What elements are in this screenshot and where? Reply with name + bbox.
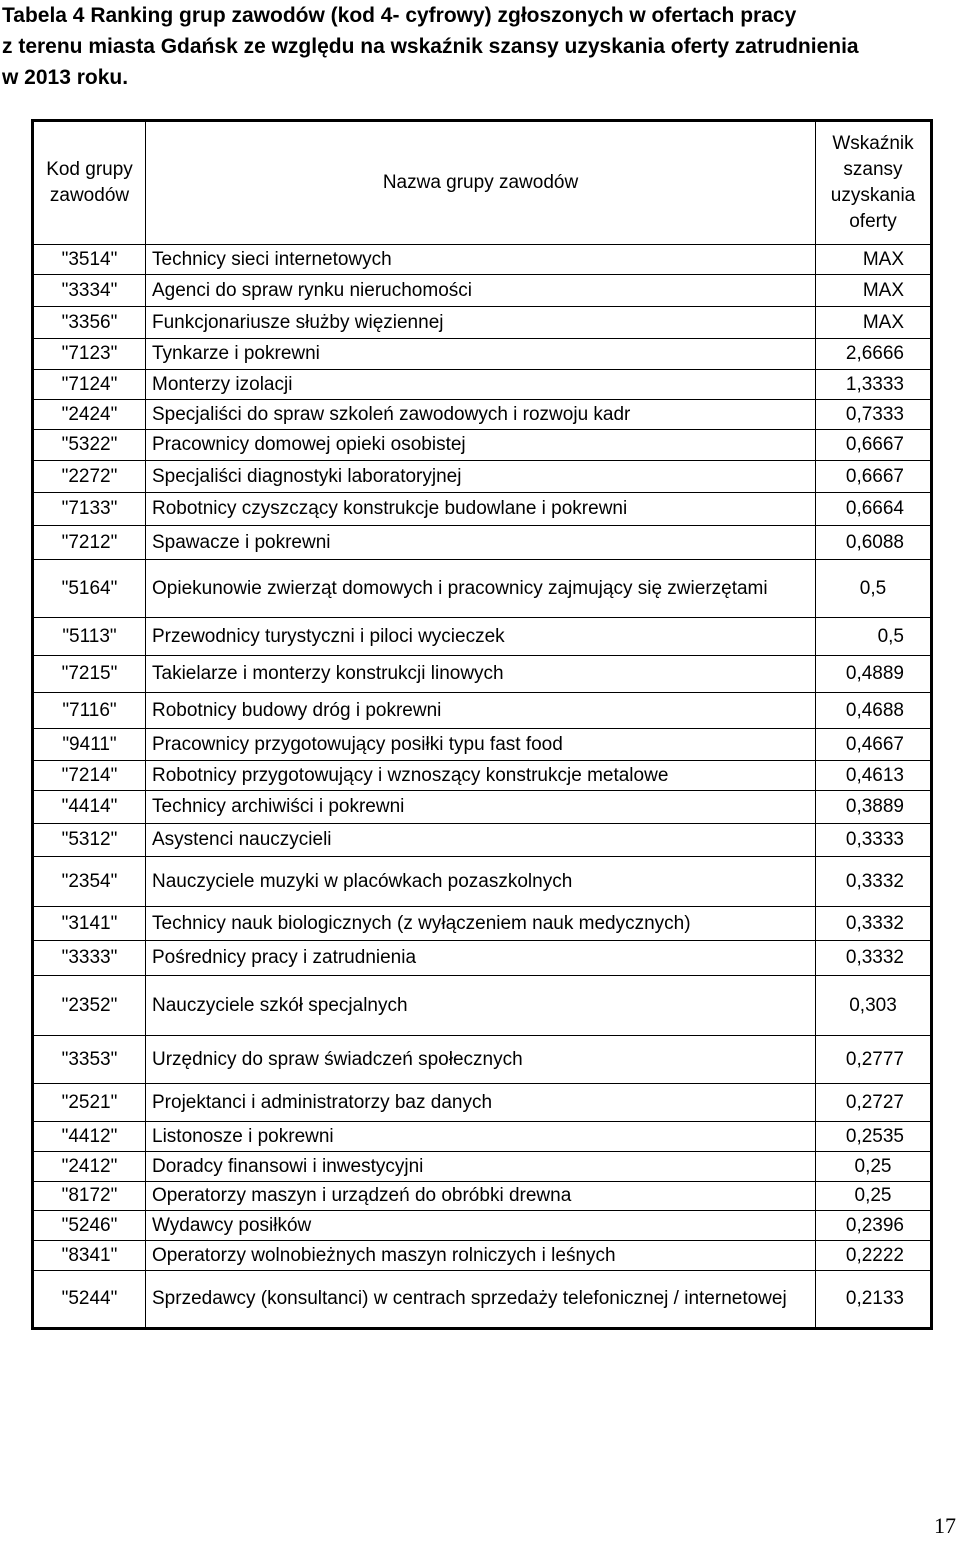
offer-chance-index: 2,6666 (816, 339, 932, 370)
group-code: "7214" (33, 761, 146, 791)
group-name: Nauczyciele szkół specjalnych (146, 976, 816, 1036)
table-row (33, 1152, 932, 1182)
ranking-table (31, 119, 933, 1330)
group-code: "2352" (33, 976, 146, 1036)
table-row (33, 618, 932, 656)
offer-chance-index: 0,25 (816, 1152, 932, 1182)
group-code: "7212" (33, 526, 146, 560)
group-code: "8341" (33, 1241, 146, 1271)
table-title: Tabela 4 Ranking grup zawodów (kod 4- cyfrowy) zgłoszonych w ofertach pracy z terenu miasta Gdańsk ze względu na wskaźnik szansy uzyskania oferty zatrudnienia w 2013 roku. (2, 4, 859, 89)
offer-chance-index: 0,2727 (816, 1084, 932, 1122)
offer-chance-index: 0,4889 (816, 656, 932, 693)
table-row (33, 791, 932, 824)
table-row (33, 1084, 932, 1122)
table-row (33, 307, 932, 339)
group-name: Funkcjonariusze służby więziennej (146, 307, 816, 339)
group-name: Specjaliści do spraw szkoleń zawodowych i rozwoju kadr (146, 400, 816, 430)
offer-chance-index: 0,2535 (816, 1122, 932, 1152)
table-row (33, 461, 932, 493)
group-name: Przewodnicy turystyczni i piloci wycieczek (146, 618, 816, 656)
group-name: Specjaliści diagnostyki laboratoryjnej (146, 461, 816, 493)
group-name: Opiekunowie zwierząt domowych i pracownicy zajmujący się zwierzętami (146, 560, 816, 618)
group-code: "5113" (33, 618, 146, 656)
offer-chance-index: 0,4613 (816, 761, 932, 791)
offer-chance-index: 0,3333 (816, 824, 932, 857)
group-name: Pośrednicy pracy i zatrudnienia (146, 941, 816, 976)
header-name: Nazwa grupy zawodów (146, 121, 816, 245)
offer-chance-index: 0,6664 (816, 493, 932, 526)
offer-chance-index: 0,4667 (816, 729, 932, 761)
group-name: Takielarze i monterzy konstrukcji linowych (146, 656, 816, 693)
table-row (33, 656, 932, 693)
offer-chance-index: 0,2133 (816, 1271, 932, 1329)
table-row (33, 1211, 932, 1241)
table-row (33, 941, 932, 976)
group-name: Robotnicy budowy dróg i pokrewni (146, 693, 816, 729)
group-code: "7215" (33, 656, 146, 693)
group-code: "9411" (33, 729, 146, 761)
group-name: Robotnicy czyszczący konstrukcje budowlane i pokrewni (146, 493, 816, 526)
offer-chance-index: 0,6667 (816, 430, 932, 461)
group-code: "4412" (33, 1122, 146, 1152)
table-row (33, 1036, 932, 1084)
group-name: Sprzedawcy (konsultanci) w centrach sprzedaży telefonicznej / internetowej (146, 1271, 816, 1329)
offer-chance-index: MAX (816, 307, 932, 339)
offer-chance-index: 0,3332 (816, 857, 932, 907)
group-name: Robotnicy przygotowujący i wznoszący konstrukcje metalowe (146, 761, 816, 791)
group-code: "8172" (33, 1182, 146, 1211)
table-header-row (33, 121, 932, 245)
offer-chance-index: 0,2777 (816, 1036, 932, 1084)
offer-chance-index: 1,3333 (816, 370, 932, 400)
group-name: Operatorzy maszyn i urządzeń do obróbki drewna (146, 1182, 816, 1211)
group-code: "5246" (33, 1211, 146, 1241)
offer-chance-index: 0,303 (816, 976, 932, 1036)
offer-chance-index: 0,5 (816, 618, 932, 656)
group-code: "3353" (33, 1036, 146, 1084)
table-body (33, 245, 932, 1329)
table-row (33, 693, 932, 729)
group-name: Tynkarze i pokrewni (146, 339, 816, 370)
table-row (33, 430, 932, 461)
group-code: "7133" (33, 493, 146, 526)
group-name: Agenci do spraw rynku nieruchomości (146, 275, 816, 307)
offer-chance-index: 0,3332 (816, 907, 932, 941)
group-name: Spawacze i pokrewni (146, 526, 816, 560)
group-name: Projektanci i administratorzy baz danych (146, 1084, 816, 1122)
group-name: Technicy sieci internetowych (146, 245, 816, 275)
offer-chance-index: 0,4688 (816, 693, 932, 729)
group-code: "7124" (33, 370, 146, 400)
offer-chance-index: 0,25 (816, 1182, 932, 1211)
group-code: "3514" (33, 245, 146, 275)
group-code: "4414" (33, 791, 146, 824)
group-name: Asystenci nauczycieli (146, 824, 816, 857)
group-code: "5164" (33, 560, 146, 618)
header-code: Kod grupy zawodów (33, 121, 146, 245)
group-name: Pracownicy przygotowujący posiłki typu fast food (146, 729, 816, 761)
page-number: 17 (934, 1513, 956, 1538)
offer-chance-index: MAX (816, 275, 932, 307)
group-name: Technicy nauk biologicznych (z wyłączeniem nauk medycznych) (146, 907, 816, 941)
group-name: Monterzy izolacji (146, 370, 816, 400)
group-code: "3333" (33, 941, 146, 976)
group-code: "7116" (33, 693, 146, 729)
table-row (33, 275, 932, 307)
offer-chance-index: 0,3332 (816, 941, 932, 976)
group-code: "5322" (33, 430, 146, 461)
header-value: Wskaźnik szansy uzyskania oferty (816, 121, 932, 245)
group-name: Wydawcy posiłków (146, 1211, 816, 1241)
offer-chance-index: 0,6667 (816, 461, 932, 493)
table-row (33, 976, 932, 1036)
offer-chance-index: 0,3889 (816, 791, 932, 824)
table-row (33, 1182, 932, 1211)
offer-chance-index: 0,2396 (816, 1211, 932, 1241)
table-row (33, 907, 932, 941)
table-row (33, 370, 932, 400)
group-code: "5244" (33, 1271, 146, 1329)
offer-chance-index: 0,6088 (816, 526, 932, 560)
table-row (33, 493, 932, 526)
group-code: "7123" (33, 339, 146, 370)
group-code: "3141" (33, 907, 146, 941)
table-row (33, 1122, 932, 1152)
table-row (33, 245, 932, 275)
offer-chance-index: MAX (816, 245, 932, 275)
group-code: "5312" (33, 824, 146, 857)
table-row (33, 339, 932, 370)
group-code: "2521" (33, 1084, 146, 1122)
group-code: "2412" (33, 1152, 146, 1182)
table-row (33, 1241, 932, 1271)
group-code: "3356" (33, 307, 146, 339)
table-row (33, 560, 932, 618)
offer-chance-index: 0,5 (816, 560, 932, 618)
table-row (33, 1271, 932, 1329)
table-row (33, 400, 932, 430)
table-row (33, 526, 932, 560)
table-row (33, 761, 932, 791)
group-name: Nauczyciele muzyki w placówkach pozaszkolnych (146, 857, 816, 907)
group-code: "2272" (33, 461, 146, 493)
group-code: "2424" (33, 400, 146, 430)
group-name: Operatorzy wolnobieżnych maszyn rolniczych i leśnych (146, 1241, 816, 1271)
group-name: Listonosze i pokrewni (146, 1122, 816, 1152)
group-name: Technicy archiwiści i pokrewni (146, 791, 816, 824)
offer-chance-index: 0,2222 (816, 1241, 932, 1271)
group-name: Doradcy finansowi i inwestycyjni (146, 1152, 816, 1182)
table-row (33, 824, 932, 857)
table-row (33, 857, 932, 907)
group-name: Urzędnicy do spraw świadczeń społecznych (146, 1036, 816, 1084)
group-code: "2354" (33, 857, 146, 907)
group-name: Pracownicy domowej opieki osobistej (146, 430, 816, 461)
offer-chance-index: 0,7333 (816, 400, 932, 430)
group-code: "3334" (33, 275, 146, 307)
table-row (33, 729, 932, 761)
